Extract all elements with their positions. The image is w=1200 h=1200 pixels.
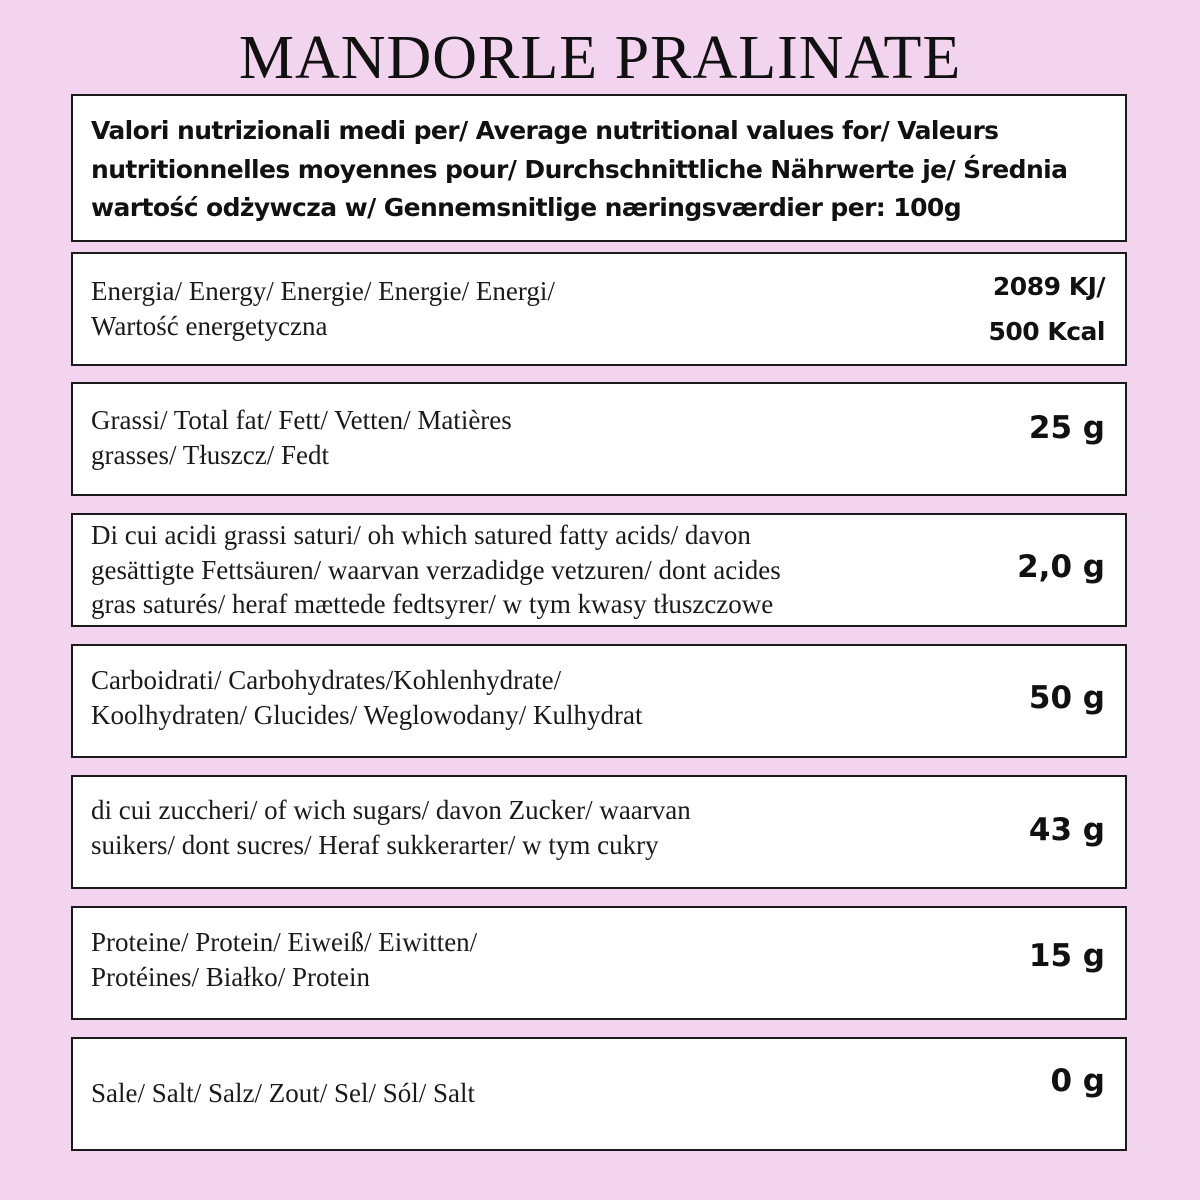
- nutrition-row-saturated-fat: [71, 513, 1127, 627]
- nutrient-label: di cui zuccheri/ of wich sugars/ davon Zucker/ waarvan suikers/ dont sucres/ Heraf sukkerarter/ w tym cukry: [91, 795, 691, 860]
- nutrient-value: 0 g: [1050, 1063, 1105, 1099]
- nutrition-row-fat: [71, 382, 1127, 496]
- nutrition-row-salt: [71, 1037, 1127, 1151]
- nutrition-header-text: Valori nutrizionali medi per/ Average nutritional values for/ Valeurs nutritionnelles moyennes pour/ Durchschnittliche Nährwerte je/ Średnia wartość odżywcza w/ Gennemsnitlige næringsværdier per: 100g: [91, 116, 1068, 222]
- nutrient-value: 50 g: [1028, 680, 1105, 716]
- product-title: MANDORLE PRALINATE: [238, 24, 962, 92]
- nutrition-row-energy: [71, 252, 1127, 366]
- nutrient-value: 2,0 g: [1017, 549, 1105, 585]
- nutrient-value: 2089 KJ/ 500 Kcal: [988, 272, 1105, 346]
- nutrient-label: Grassi/ Total fat/ Fett/ Vetten/ Matières grasses/ Tłuszcz/ Fedt: [91, 405, 512, 470]
- nutrient-label: Energia/ Energy/ Energie/ Energie/ Energi/ Wartość energetyczna: [91, 276, 555, 341]
- nutrient-label: Di cui acidi grassi saturi/ oh which satured fatty acids/ davon gesättigte Fettsäuren/ waarvan verzadidge vetzuren/ dont acides gras saturés/ heraf mættede fedtsyrer/ w tym kwasy tłuszczowe: [91, 520, 781, 619]
- nutrient-value: 25 g: [1028, 410, 1105, 446]
- nutrition-row-protein: [71, 906, 1127, 1020]
- nutrient-value: 15 g: [1028, 938, 1105, 974]
- nutrition-row-sugars: [71, 775, 1127, 889]
- nutrient-label: Carboidrati/ Carbohydrates/Kohlenhydrate/ Koolhydraten/ Glucides/ Weglowodany/ Kulhydrat: [91, 665, 643, 730]
- nutrition-row-carbohydrates: [71, 644, 1127, 758]
- nutrient-label: Sale/ Salt/ Salz/ Zout/ Sel/ Sól/ Salt: [91, 1078, 475, 1108]
- nutrition-header-box: [71, 94, 1127, 242]
- nutrient-value: 43 g: [1028, 812, 1105, 848]
- nutrient-label: Proteine/ Protein/ Eiweiß/ Eiwitten/ Protéines/ Białko/ Protein: [91, 927, 478, 992]
